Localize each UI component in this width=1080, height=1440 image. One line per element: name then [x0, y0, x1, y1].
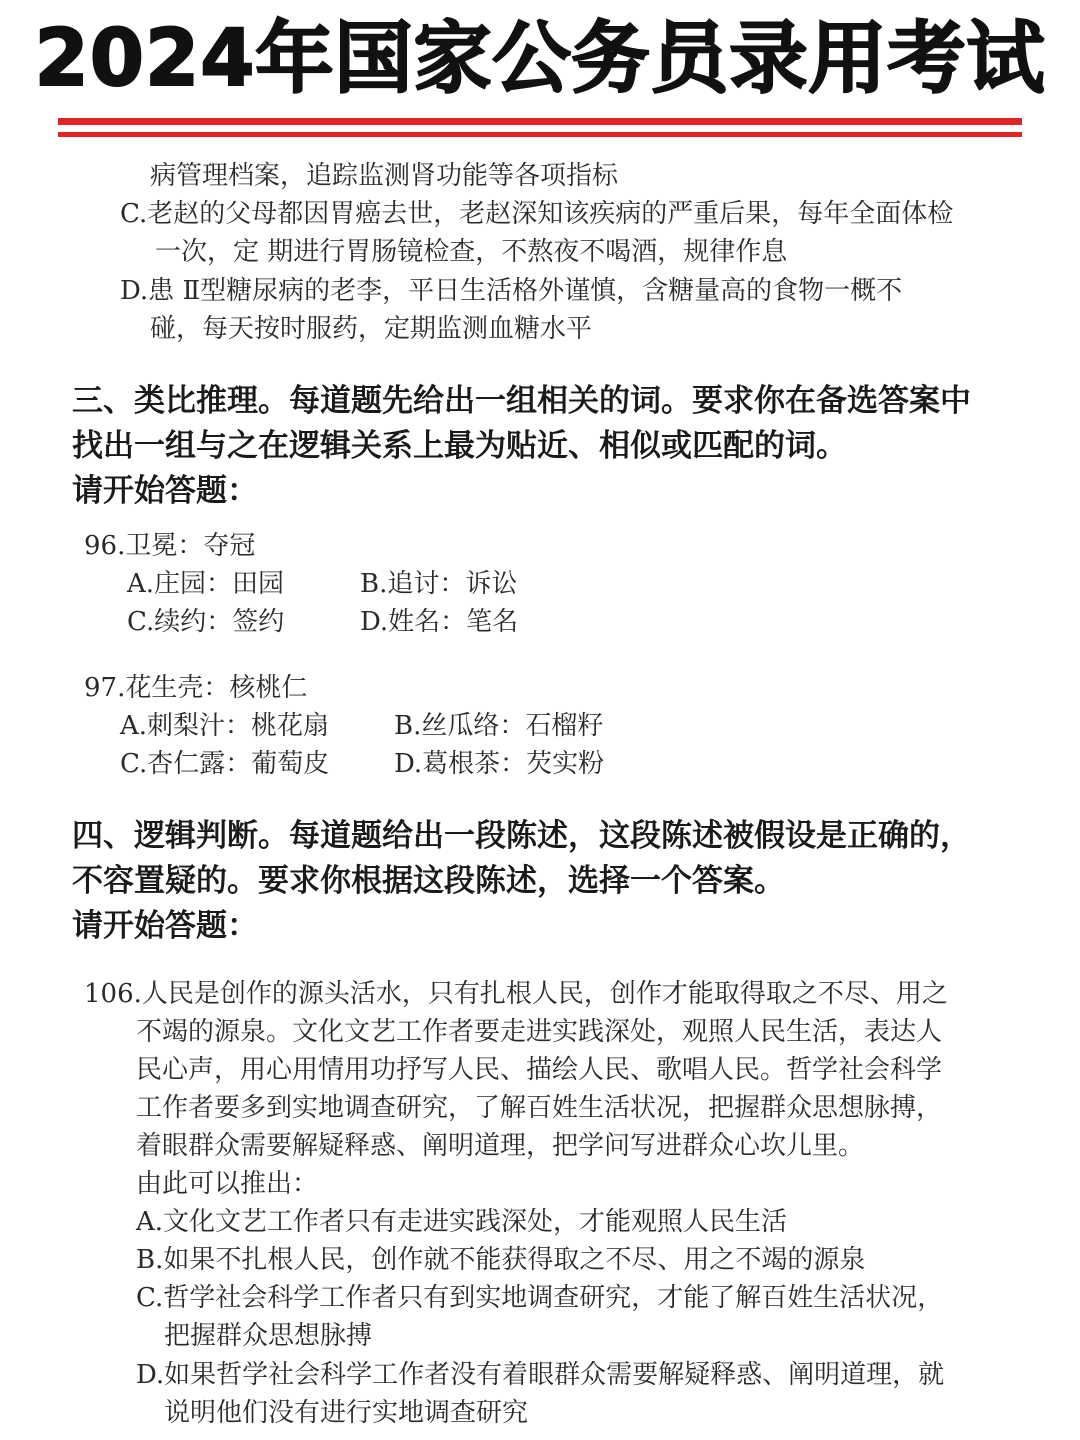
q106-option-a: A.文化文艺工作者只有走进实践深处，才能观照人民生活	[136, 1207, 788, 1237]
prev-option-b-tail: 病管理档案，追踪监测肾功能等各项指标	[150, 161, 619, 191]
prev-option-d-line2: 碰，每天按时服药，定期监测血糖水平	[150, 314, 593, 344]
section4-heading-line2: 不容置疑的。要求你根据这段陈述，选择一个答案。	[72, 863, 785, 899]
q106-stem-line: 着眼群众需要解疑释惑、阐明道理，把学问写进群众心坎儿里。	[136, 1131, 865, 1161]
q106-option-d-line2: 说明他们没有进行实地调查研究	[164, 1398, 529, 1428]
q97-option-a: A.刺梨汁：桃花扇	[120, 711, 330, 741]
q106-stem-line: 工作者要多到实地调查研究，了解百姓生活状况，把握群众思想脉搏，	[136, 1093, 943, 1123]
section3-start: 请开始答题：	[72, 473, 258, 509]
q106-option-d-line1: D.如果哲学社会科学工作者没有着眼群众需要解疑释惑、阐明道理，就	[136, 1360, 945, 1390]
q106-option-c-line1: C.哲学社会科学工作者只有到实地调查研究，才能了解百姓生活状况，	[136, 1283, 944, 1313]
q106-stem-line: 106.人民是创作的源头活水，只有扎根人民，创作才能取得取之不尽、用之	[84, 979, 948, 1009]
q97-option-b: B.丝瓜络：石榴籽	[394, 711, 604, 741]
q106-option-b: B.如果不扎根人民，创作就不能获得取之不尽、用之不竭的源泉	[136, 1245, 866, 1275]
q97-stem: 97.花生壳：核桃仁	[84, 673, 308, 703]
q97-option-d: D.葛根茶：芡实粉	[394, 749, 605, 779]
q96-option-d: D.姓名：笔名	[360, 607, 519, 637]
q106-option-c-line2: 把握群众思想脉搏	[164, 1321, 373, 1351]
q96-option-a: A.庄园：田园	[127, 569, 285, 599]
title-underline-thin	[58, 132, 1022, 137]
prev-option-c-line1: C.老赵的父母都因胃癌去世，老赵深知该疾病的严重后果，每年全面体检	[120, 199, 954, 229]
q97-option-c: C.杏仁露：葡萄皮	[120, 749, 330, 779]
prev-option-d-line1: D.患 Ⅱ型糖尿病的老李，平日生活格外谨慎，含糖量高的食物一概不	[120, 276, 903, 306]
section4-heading-line1: 四、逻辑判断。每道题给出一段陈述，这段陈述被假设是正确的，	[72, 818, 971, 854]
title-underline-thick	[58, 118, 1022, 125]
page-title: 2024年国家公务员录用考试	[34, 14, 1046, 104]
q106-prompt: 由此可以推出：	[136, 1169, 319, 1199]
section3-heading-line1: 三、类比推理。每道题先给出一组相关的词。要求你在备选答案中	[72, 383, 971, 419]
q96-option-c: C.续约：签约	[127, 607, 285, 637]
section4-start: 请开始答题：	[72, 908, 258, 944]
q96-stem: 96.卫冕：夺冠	[84, 531, 256, 561]
prev-option-c-line2: 一次，定 期进行胃肠镜检查，不熬夜不喝酒，规律作息	[155, 237, 788, 267]
q106-stem-line: 民心声，用心用情用功抒写人民、描绘人民、歌唱人民。哲学社会科学	[136, 1055, 943, 1085]
q96-option-b: B.追讨：诉讼	[360, 569, 518, 599]
q106-stem-line: 不竭的源泉。文化文艺工作者要走进实践深处，观照人民生活，表达人	[136, 1017, 943, 1047]
section3-heading-line2: 找出一组与之在逻辑关系上最为贴近、相似或匹配的词。	[72, 428, 847, 464]
